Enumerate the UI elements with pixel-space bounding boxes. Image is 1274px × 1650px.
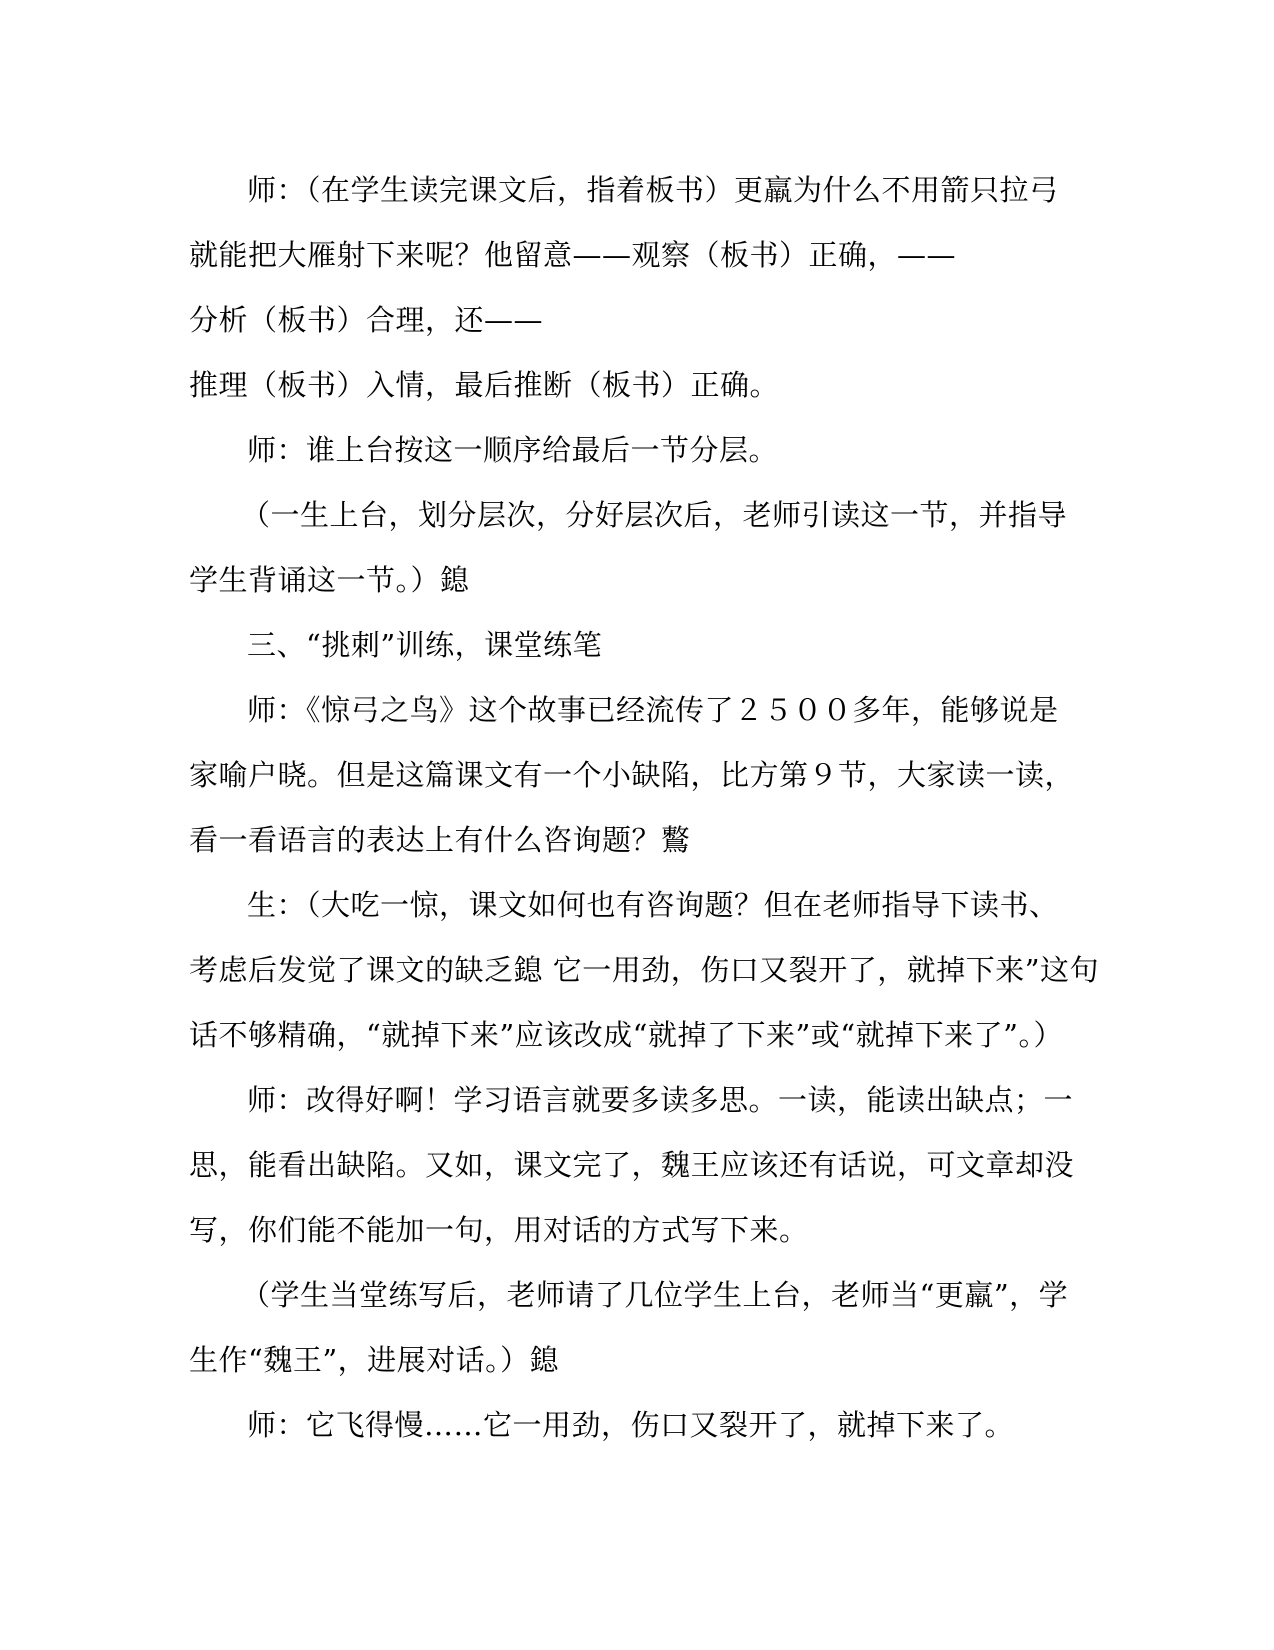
text-line: 生作“魏王”，进展对话。）鎴 [189, 1343, 560, 1377]
text-line: 生：（大吃一惊，课文如何也有咨询题？但在老师指导下读书、 [247, 888, 1059, 922]
text-line: 写，你们能不能加一句，用对话的方式写下来。 [189, 1213, 809, 1247]
text-line: 分析（板书）合理，还—— [189, 303, 544, 337]
text-line: （一生上台，划分层次，分好层次后，老师引读这一节，并指导 [241, 498, 1068, 532]
text-line: 师：《惊弓之鸟》这个故事已经流传了２５００多年，能够说是 [247, 693, 1059, 727]
text-line: 师：谁上台按这一顺序给最后一节分层。 [247, 433, 779, 467]
text-line: 考虑后发觉了课文的缺乏鎴 它一用劲，伤口又裂开了，就掉下来”这句 [189, 953, 1100, 987]
section-heading: 三、“挑刺”训练，课堂练笔 [247, 628, 603, 662]
text-line: 师：改得好啊！学习语言就要多读多思。一读，能读出缺点；一 [247, 1083, 1074, 1117]
text-line: 推理（板书）入情，最后推断（板书）正确。 [189, 368, 780, 402]
text-line: 看一看语言的表达上有什么咨询题？鷘 [189, 823, 691, 857]
text-line: 就能把大雁射下来呢？他留意——观察（板书）正确，—— [189, 238, 957, 272]
text-line: 思，能看出缺陷。又如，课文完了，魏王应该还有话说，可文章却没 [189, 1148, 1075, 1182]
text-line: 学生背诵这一节。）鎴 [189, 563, 470, 597]
text-line: （学生当堂练写后，老师请了几位学生上台，老师当“更羸”，学 [241, 1278, 1069, 1312]
text-line: 家喻户晓。但是这篇课文有一个小缺陷，比方第９节，大家读一读， [189, 758, 1075, 792]
text-line: 话不够精确，“就掉下来”应该改成“就掉了下来”或“就掉下来了”。） [189, 1018, 1063, 1052]
body-text [189, 158, 1100, 1458]
text-line: 师：（在学生读完课文后，指着板书）更羸为什么不用箭只拉弓 [247, 173, 1059, 207]
text-line: 师：它飞得慢……它一用劲，伤口又裂开了，就掉下来了。 [247, 1408, 1015, 1442]
